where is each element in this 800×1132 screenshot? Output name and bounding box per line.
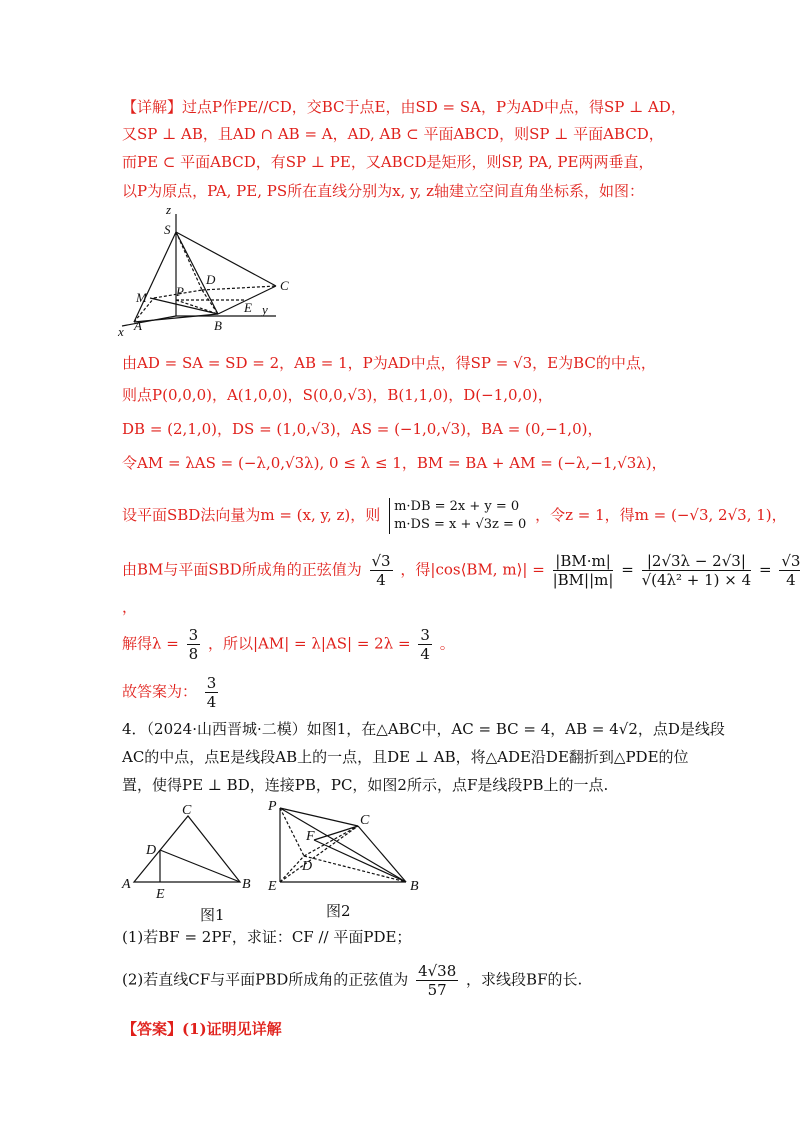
fraction-num: 4√38	[418, 962, 457, 980]
cos-text: ，得|cos⟨BM, m⟩| =	[400, 560, 545, 579]
equals-sign: =	[758, 560, 772, 579]
solution-line-7: DB = (2,1,0)，DS = (1,0,√3)，AS = (−1,0,√3)，BA = (0,−1,0)，	[122, 420, 603, 438]
label-x: x	[118, 324, 124, 339]
fraction-den: 4	[206, 693, 217, 711]
normal-vector-result: ，令z = 1，得m = (−√3, 2√3, 1)，	[535, 506, 787, 524]
sine-condition-text: 由BM与平面SBD所成角的正弦值为	[122, 560, 362, 579]
fraction-sqrt3-over-4	[370, 552, 393, 589]
fraction-den: √(4λ² + 1) × 4	[641, 571, 752, 589]
fraction-num: 3	[206, 674, 217, 692]
fig2-label-E: E	[268, 879, 277, 894]
final-answer-label: 故答案为：	[122, 682, 198, 701]
question-2-tail: ，求线段BF的长.	[466, 970, 583, 989]
problem4-line-1: 4．（2024·山西晋城·二模）如图1，在△ABC中，AC = BC = 4，AB = 4√2，点D是线段	[122, 720, 725, 738]
fig2-label-P: P	[268, 799, 277, 814]
fraction-num: √3	[779, 552, 800, 571]
problem4-line-3: 置，使得PE ⊥ BD，连接PB，PC，如图2所示，点F是线段PB上的一点.	[122, 776, 609, 794]
period: 。	[439, 634, 455, 653]
label-A: A	[134, 318, 142, 333]
solution-line-8: 令AM = λAS = (−λ,0,√3λ), 0 ≤ λ ≤ 1，BM = BA + AM = (−λ,−1,√3λ)，	[122, 454, 667, 472]
pyramid-figure	[114, 204, 304, 344]
triangle-figure-1	[118, 800, 268, 920]
solution-line-4: 以P为原点，PA, PE, PS所在直线分别为x, y, z轴建立空间直角坐标系，如图：	[122, 182, 645, 200]
fig2-label-F: F	[306, 829, 315, 844]
fraction-num: √3	[371, 552, 391, 570]
stray-comma: ，	[122, 598, 138, 616]
fig1-label-A: A	[122, 877, 131, 892]
figure-1-caption: 图1	[200, 906, 225, 924]
question-2	[122, 962, 582, 999]
fraction-den: 4	[420, 645, 430, 663]
label-D: D	[206, 272, 216, 287]
fraction-final-answer	[205, 674, 219, 711]
fraction-result	[779, 552, 800, 589]
label-z: z	[166, 204, 172, 217]
label-S: S	[164, 222, 171, 237]
fraction-sine-value	[416, 962, 458, 999]
fraction-den: 4	[786, 571, 796, 589]
folded-figure-2	[264, 796, 434, 900]
equals-sign: =	[621, 560, 634, 579]
label-M: M	[136, 290, 147, 305]
fig1-label-D: D	[146, 843, 157, 858]
solution-line-1: 【详解】过点P作PE//CD，交BC于点E，由SD = SA，P为AD中点，得SP ⊥ AD，	[122, 98, 686, 116]
label-y: y	[262, 302, 268, 317]
equation-1: m·DB = 2x + y = 0	[394, 499, 520, 514]
fig1-label-B: B	[242, 877, 251, 892]
fig2-label-B: B	[410, 879, 419, 894]
solution-line-6: 则点P(0,0,0)，A(1,0,0)，S(0,0,√3)，B(1,1,0)，D(−1,0,0)，	[122, 386, 553, 404]
equation-2: m·DS = x + √3z = 0	[394, 517, 527, 532]
solution-line-10	[122, 552, 800, 589]
am-length-text: ，所以|AM| = λ|AS| = 2λ =	[207, 634, 411, 653]
fraction-lambda	[187, 626, 201, 663]
question-1: (1)若BF = 2PF，求证：CF // 平面PDE；	[122, 928, 412, 946]
fraction-den: 57	[427, 981, 447, 999]
fraction-am	[418, 626, 432, 663]
problem4-line-2: AC的中点，点E是线段AB上的一点，且DE ⊥ AB，将△ADE沿DE翻折到△PDE的位	[122, 748, 689, 766]
figure-2-caption: 图2	[326, 902, 351, 920]
solution-line-11	[122, 626, 455, 663]
fraction-den: 8	[188, 645, 199, 663]
solution-line-2: 又SP ⊥ AB，且AD ∩ AB = A，AD, AB ⊂ 平面ABCD，则SP ⊥ 平面ABCD，	[122, 125, 664, 143]
question-2-text: (2)若直线CF与平面PBD所成角的正弦值为	[122, 970, 409, 989]
label-P: P	[176, 284, 184, 299]
solution-line-9	[122, 498, 787, 534]
fig1-label-C: C	[182, 803, 192, 818]
fraction-num: 3	[420, 626, 430, 644]
final-answer-line	[122, 674, 221, 711]
label-C: C	[280, 278, 289, 293]
fraction-cos-def	[553, 552, 614, 589]
normal-vector-text: 设平面SBD法向量为m = (x, y, z)，则	[122, 506, 381, 524]
fraction-num: |BM·m|	[553, 552, 614, 571]
fig1-label-E: E	[156, 887, 165, 902]
label-E: E	[244, 300, 252, 315]
fig2-label-C: C	[360, 813, 370, 828]
answer-line: 【答案】(1)证明见详解	[122, 1020, 282, 1038]
fraction-num: 3	[188, 626, 199, 644]
fig2-label-D: D	[302, 859, 313, 874]
lambda-text: 解得λ =	[122, 634, 179, 653]
fraction-num: |2√3λ − 2√3|	[642, 552, 752, 571]
equation-system	[389, 498, 526, 534]
solution-line-3: 而PE ⊂ 平面ABCD，有SP ⊥ PE，又ABCD是矩形，则SP, PA, PE两两垂直，	[122, 153, 654, 171]
fraction-den: |BM||m|	[552, 571, 614, 589]
solution-line-5: 由AD = SA = SD = 2，AB = 1，P为AD中点，得SP = √3，E为BC的中点，	[122, 354, 656, 372]
fraction-den: 4	[376, 571, 386, 589]
fraction-cos-expr	[642, 552, 752, 589]
label-B: B	[214, 318, 222, 333]
